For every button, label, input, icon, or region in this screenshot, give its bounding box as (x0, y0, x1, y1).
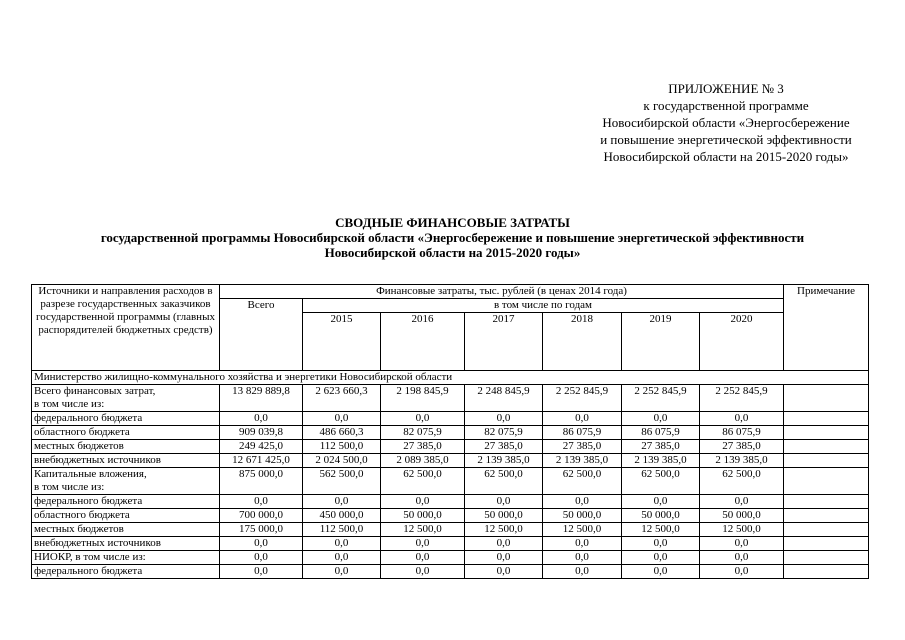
cell-total: 249 425,0 (220, 440, 303, 454)
row-label (32, 537, 220, 551)
table-row (32, 551, 869, 565)
title-line: Новосибирской области на 2015-2020 годы» (324, 245, 581, 260)
cell-year-value: 2 139 385,0 (465, 454, 543, 468)
cell-year-value: 0,0 (622, 551, 700, 565)
cell-year-value: 0,0 (465, 537, 543, 551)
cell-total: 875 000,0 (220, 468, 303, 495)
cell-year-value: 0,0 (465, 565, 543, 579)
cell-note (784, 523, 869, 537)
row-label (32, 412, 220, 426)
cell-year-value: 2 198 845,9 (381, 385, 465, 412)
cell-year-value: 0,0 (303, 565, 381, 579)
cell-year-value: 0,0 (543, 495, 622, 509)
cell-year-value: 2 623 660,3 (303, 385, 381, 412)
table-row (32, 509, 869, 523)
cell-year-value: 0,0 (700, 565, 784, 579)
cell-year-value: 0,0 (465, 412, 543, 426)
cell-total: 13 829 889,8 (220, 385, 303, 412)
cell-year-value: 50 000,0 (700, 509, 784, 523)
cell-year-value: 2 139 385,0 (622, 454, 700, 468)
cell-note (784, 509, 869, 523)
cell-year-value: 27 385,0 (622, 440, 700, 454)
table-body (32, 285, 869, 579)
row-label-line: областного бюджета (34, 426, 130, 438)
row-label (32, 426, 220, 440)
header-year: 2016 (381, 313, 465, 371)
table-row (32, 426, 869, 440)
cell-year-value: 0,0 (700, 551, 784, 565)
cell-note (784, 565, 869, 579)
appendix-line: и повышение энергетической эффективности (600, 132, 852, 147)
cell-year-value: 112 500,0 (303, 523, 381, 537)
cell-year-value: 50 000,0 (543, 509, 622, 523)
cell-year-value: 86 075,9 (543, 426, 622, 440)
row-label (32, 385, 220, 412)
cell-year-value: 0,0 (700, 495, 784, 509)
cell-year-value: 0,0 (543, 565, 622, 579)
cell-note (784, 412, 869, 426)
row-label (32, 565, 220, 579)
cell-year-value: 0,0 (543, 551, 622, 565)
table-row (32, 468, 869, 495)
cell-year-value: 0,0 (303, 495, 381, 509)
row-label-line: областного бюджета (34, 509, 130, 521)
cell-year-value: 2 139 385,0 (700, 454, 784, 468)
cell-total: 12 671 425,0 (220, 454, 303, 468)
cell-year-value: 0,0 (622, 412, 700, 426)
cell-year-value: 12 500,0 (622, 523, 700, 537)
cell-note (784, 495, 869, 509)
cell-year-value: 450 000,0 (303, 509, 381, 523)
table-row (32, 565, 869, 579)
cell-year-value: 0,0 (622, 565, 700, 579)
cell-year-value: 0,0 (381, 495, 465, 509)
table-row (32, 523, 869, 537)
header-year: 2015 (303, 313, 381, 371)
header-year: 2017 (465, 313, 543, 371)
cell-year-value: 50 000,0 (465, 509, 543, 523)
cell-year-value: 2 089 385,0 (381, 454, 465, 468)
cell-year-value: 50 000,0 (622, 509, 700, 523)
table-row (32, 454, 869, 468)
cell-year-value: 12 500,0 (465, 523, 543, 537)
cell-year-value: 27 385,0 (700, 440, 784, 454)
row-label-line: Капитальные вложения, (34, 468, 147, 480)
cell-note (784, 385, 869, 412)
cell-year-value: 62 500,0 (543, 468, 622, 495)
header-note: Примечание (784, 285, 869, 371)
cell-year-value: 562 500,0 (303, 468, 381, 495)
cell-year-value: 486 660,3 (303, 426, 381, 440)
section-title: Министерство жилищно-коммунального хозяйства и энергетики Новосибирской области (32, 371, 869, 385)
header-by-years: в том числе по годам (303, 299, 784, 313)
cell-year-value: 86 075,9 (622, 426, 700, 440)
title-line: СВОДНЫЕ ФИНАНСОВЫЕ ЗАТРАТЫ (335, 215, 570, 230)
row-label-line: Всего финансовых затрат, (34, 385, 156, 397)
cell-year-value: 0,0 (303, 551, 381, 565)
header-year: 2018 (543, 313, 622, 371)
row-label-line: федерального бюджета (34, 565, 143, 577)
financial-table (31, 284, 869, 579)
cell-year-value: 0,0 (622, 537, 700, 551)
cell-total: 700 000,0 (220, 509, 303, 523)
cell-year-value: 12 500,0 (543, 523, 622, 537)
cell-year-value: 0,0 (700, 412, 784, 426)
table-row (32, 412, 869, 426)
section-row (32, 371, 869, 385)
row-label (32, 495, 220, 509)
cell-year-value: 0,0 (381, 565, 465, 579)
cell-year-value: 62 500,0 (381, 468, 465, 495)
cell-year-value: 0,0 (543, 412, 622, 426)
cell-note (784, 440, 869, 454)
cell-year-value: 0,0 (381, 412, 465, 426)
appendix-line: ПРИЛОЖЕНИЕ № 3 (668, 81, 784, 96)
row-label-line: НИОКР, в том числе из: (34, 551, 146, 563)
header-year: 2020 (700, 313, 784, 371)
cell-year-value: 2 139 385,0 (543, 454, 622, 468)
cell-total: 0,0 (220, 412, 303, 426)
cell-year-value: 0,0 (700, 537, 784, 551)
cell-year-value: 2 252 845,9 (543, 385, 622, 412)
cell-year-value: 0,0 (303, 537, 381, 551)
cell-year-value: 62 500,0 (622, 468, 700, 495)
cell-note (784, 426, 869, 440)
row-label (32, 468, 220, 495)
cell-total: 909 039,8 (220, 426, 303, 440)
cell-year-value: 0,0 (381, 551, 465, 565)
header-row (32, 285, 869, 299)
cell-year-value: 12 500,0 (700, 523, 784, 537)
cell-year-value: 62 500,0 (700, 468, 784, 495)
cell-year-value: 50 000,0 (381, 509, 465, 523)
cell-year-value: 82 075,9 (465, 426, 543, 440)
cell-year-value: 2 248 845,9 (465, 385, 543, 412)
cell-year-value: 0,0 (381, 537, 465, 551)
table-row (32, 385, 869, 412)
cell-year-value: 82 075,9 (381, 426, 465, 440)
cell-note (784, 468, 869, 495)
cell-year-value: 12 500,0 (381, 523, 465, 537)
cell-year-value: 0,0 (622, 495, 700, 509)
cell-year-value: 27 385,0 (381, 440, 465, 454)
appendix-block (560, 80, 892, 165)
cell-note (784, 454, 869, 468)
cell-year-value: 0,0 (465, 495, 543, 509)
row-label (32, 551, 220, 565)
row-label (32, 523, 220, 537)
cell-year-value: 27 385,0 (465, 440, 543, 454)
cell-total: 0,0 (220, 537, 303, 551)
row-label-line: местных бюджетов (34, 523, 124, 535)
appendix-line: Новосибирской области «Энергосбережение (602, 115, 850, 130)
title-line: государственной программы Новосибирской области «Энергосбережение и повышение энергетической эффективности (100, 230, 805, 245)
appendix-line: Новосибирской области на 2015-2020 годы» (603, 149, 849, 164)
header-total: Всего (220, 299, 303, 371)
header-year: 2019 (622, 313, 700, 371)
cell-year-value: 2 252 845,9 (700, 385, 784, 412)
cell-note (784, 551, 869, 565)
row-label (32, 509, 220, 523)
table-row (32, 495, 869, 509)
cell-total: 175 000,0 (220, 523, 303, 537)
cell-year-value: 112 500,0 (303, 440, 381, 454)
table-row (32, 440, 869, 454)
appendix-line: к государственной программе (643, 98, 809, 113)
table-row (32, 537, 869, 551)
row-label-line: местных бюджетов (34, 440, 124, 452)
cell-year-value: 2 252 845,9 (622, 385, 700, 412)
cell-year-value: 2 024 500,0 (303, 454, 381, 468)
row-label (32, 454, 220, 468)
cell-total: 0,0 (220, 551, 303, 565)
row-label (32, 440, 220, 454)
cell-year-value: 86 075,9 (700, 426, 784, 440)
cell-note (784, 537, 869, 551)
cell-total: 0,0 (220, 495, 303, 509)
row-label-line: федерального бюджета (34, 412, 143, 424)
row-label-line: внебюджетных источников (34, 537, 161, 549)
row-label-line: в том числе из: (34, 398, 105, 410)
document-title (0, 215, 905, 260)
header-financial: Финансовые затраты, тыс. рублей (в ценах 2014 года) (220, 285, 784, 299)
header-sources: Источники и направления расходов в разрезе государственных заказчиков государственной программы (главных распорядителей бюджетных средств) (32, 285, 220, 371)
row-label-line: федерального бюджета (34, 495, 143, 507)
cell-year-value: 27 385,0 (543, 440, 622, 454)
cell-year-value: 62 500,0 (465, 468, 543, 495)
row-label-line: внебюджетных источников (34, 454, 161, 466)
cell-year-value: 0,0 (303, 412, 381, 426)
cell-year-value: 0,0 (465, 551, 543, 565)
cell-year-value: 0,0 (543, 537, 622, 551)
row-label-line: в том числе из: (34, 481, 105, 493)
cell-total: 0,0 (220, 565, 303, 579)
